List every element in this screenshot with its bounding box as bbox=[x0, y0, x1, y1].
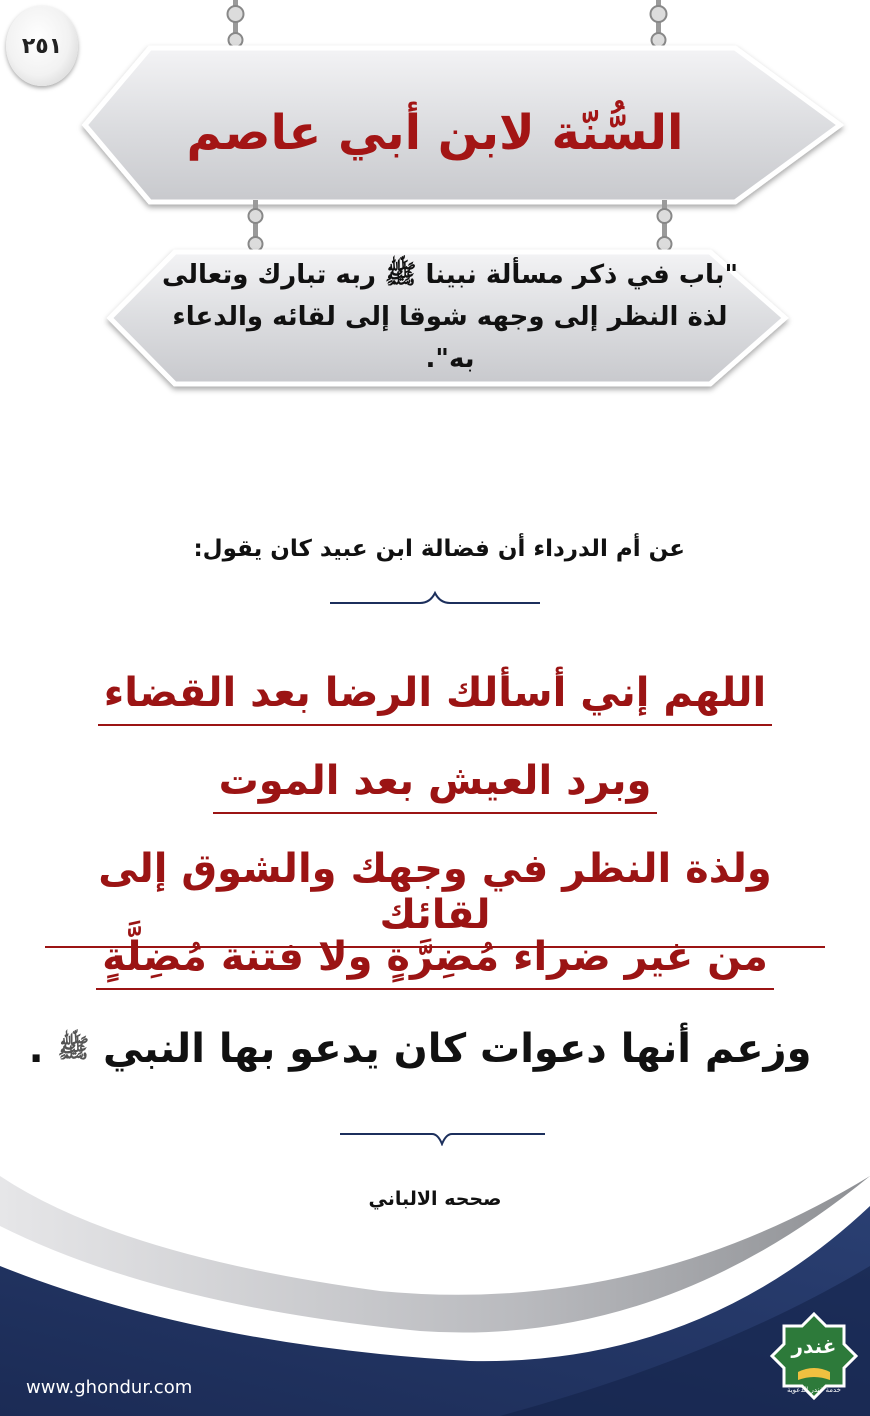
chapter-line-1: "باب في ذكر مسألة نبينا ﷺ ربه تبارك وتعالى bbox=[161, 260, 739, 290]
footer-swoosh bbox=[0, 1116, 870, 1416]
supplication-line-1: اللهم إني أسألك الرضا بعد القضاء bbox=[45, 670, 825, 726]
ghondur-logo bbox=[770, 1312, 858, 1404]
supplication-line-3: ولذة النظر في وجهك والشوق إلى لقائك bbox=[45, 846, 825, 948]
supplication-line-4: من غير ضراء مُضِرَّةٍ ولا فتنة مُضِلَّةٍ bbox=[45, 934, 825, 990]
page-number-badge bbox=[6, 6, 78, 86]
supplication-line-2: وبرد العيش بعد الموت bbox=[45, 758, 825, 814]
page-number: ٢٥١ bbox=[21, 33, 63, 59]
closing-text: وزعم أنها دعوات كان يدعو بها النبي bbox=[103, 1026, 812, 1072]
logo-tagline: خدمة غندر الدعوية bbox=[786, 1386, 842, 1394]
honorific-icon: ﷺ bbox=[57, 1034, 90, 1064]
hanger-left bbox=[228, 0, 244, 50]
logo-name: غندر bbox=[791, 1334, 837, 1358]
chapter-line-2: لذة النظر إلى وجهه شوقا إلى لقائه والدعاء به". bbox=[172, 302, 728, 374]
narrator-intro: عن أم الدرداء أن فضالة ابن عبيد كان يقول: bbox=[193, 536, 685, 562]
website-link[interactable]: www.ghondur.com bbox=[26, 1377, 193, 1398]
closing-statement bbox=[20, 1026, 820, 1072]
book-title: السُّنّة لابن أبي عاصم bbox=[186, 105, 684, 161]
hadith-grading: صححه الالباني bbox=[368, 1188, 502, 1210]
closing-end: . bbox=[28, 1026, 44, 1072]
hanger-right bbox=[651, 0, 667, 50]
chapter-heading bbox=[150, 262, 750, 372]
divider-top bbox=[330, 585, 540, 609]
